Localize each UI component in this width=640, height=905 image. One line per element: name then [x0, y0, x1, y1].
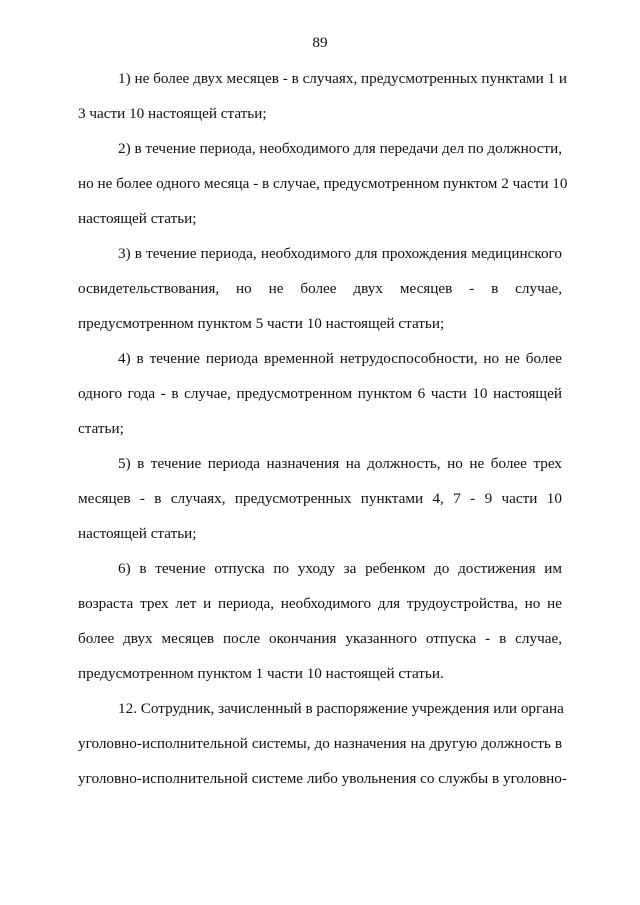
paragraph-4-line-3: статьи; [78, 420, 124, 437]
paragraph-4-line-2: одного года - в случае, предусмотренном пунктом 6 части 10 настоящей [78, 385, 562, 402]
paragraph-6-line-2: возраста трех лет и периода, необходимого для трудоустройства, но не [78, 595, 562, 612]
paragraph-3-line-2: освидетельствования, но не более двух месяцев - в случае, [78, 280, 562, 297]
paragraph-3-line-3: предусмотренном пунктом 5 части 10 настоящей статьи; [78, 315, 445, 332]
paragraph-2-line-1: 2) в течение периода, необходимого для передачи дел по должности, [118, 140, 562, 157]
paragraph-1-line-2: 3 части 10 настоящей статьи; [78, 105, 267, 122]
paragraph-2-line-2: но не более одного месяца - в случае, предусмотренном пунктом 2 части 10 [78, 175, 568, 192]
paragraph-7-line-1: 12. Сотрудник, зачисленный в распоряжение учреждения или органа [118, 700, 564, 717]
paragraph-2-line-3: настоящей статьи; [78, 210, 197, 227]
paragraph-4-line-1: 4) в течение периода временной нетрудоспособности, но не более [118, 350, 562, 367]
paragraph-5-line-1: 5) в течение периода назначения на должность, но не более трех [118, 455, 562, 472]
paragraph-5-line-3: настоящей статьи; [78, 525, 197, 542]
paragraph-7-line-3: уголовно-исполнительной системе либо увольнения со службы в уголовно- [78, 770, 567, 787]
paragraph-1-line-1: 1) не более двух месяцев - в случаях, предусмотренных пунктами 1 и [118, 70, 568, 87]
paragraph-5-line-2: месяцев - в случаях, предусмотренных пунктами 4, 7 - 9 части 10 [78, 490, 562, 507]
page-number: 89 [312, 34, 328, 51]
paragraph-7-line-2: уголовно-исполнительной системы, до назначения на другую должность в [78, 735, 562, 752]
paragraph-6-line-4: предусмотренном пунктом 1 части 10 настоящей статьи. [78, 665, 444, 682]
paragraph-6-line-1: 6) в течение отпуска по уходу за ребенком до достижения им [118, 560, 562, 577]
paragraph-6-line-3: более двух месяцев после окончания указанного отпуска - в случае, [78, 630, 562, 647]
paragraph-3-line-1: 3) в течение периода, необходимого для прохождения медицинского [118, 245, 562, 262]
